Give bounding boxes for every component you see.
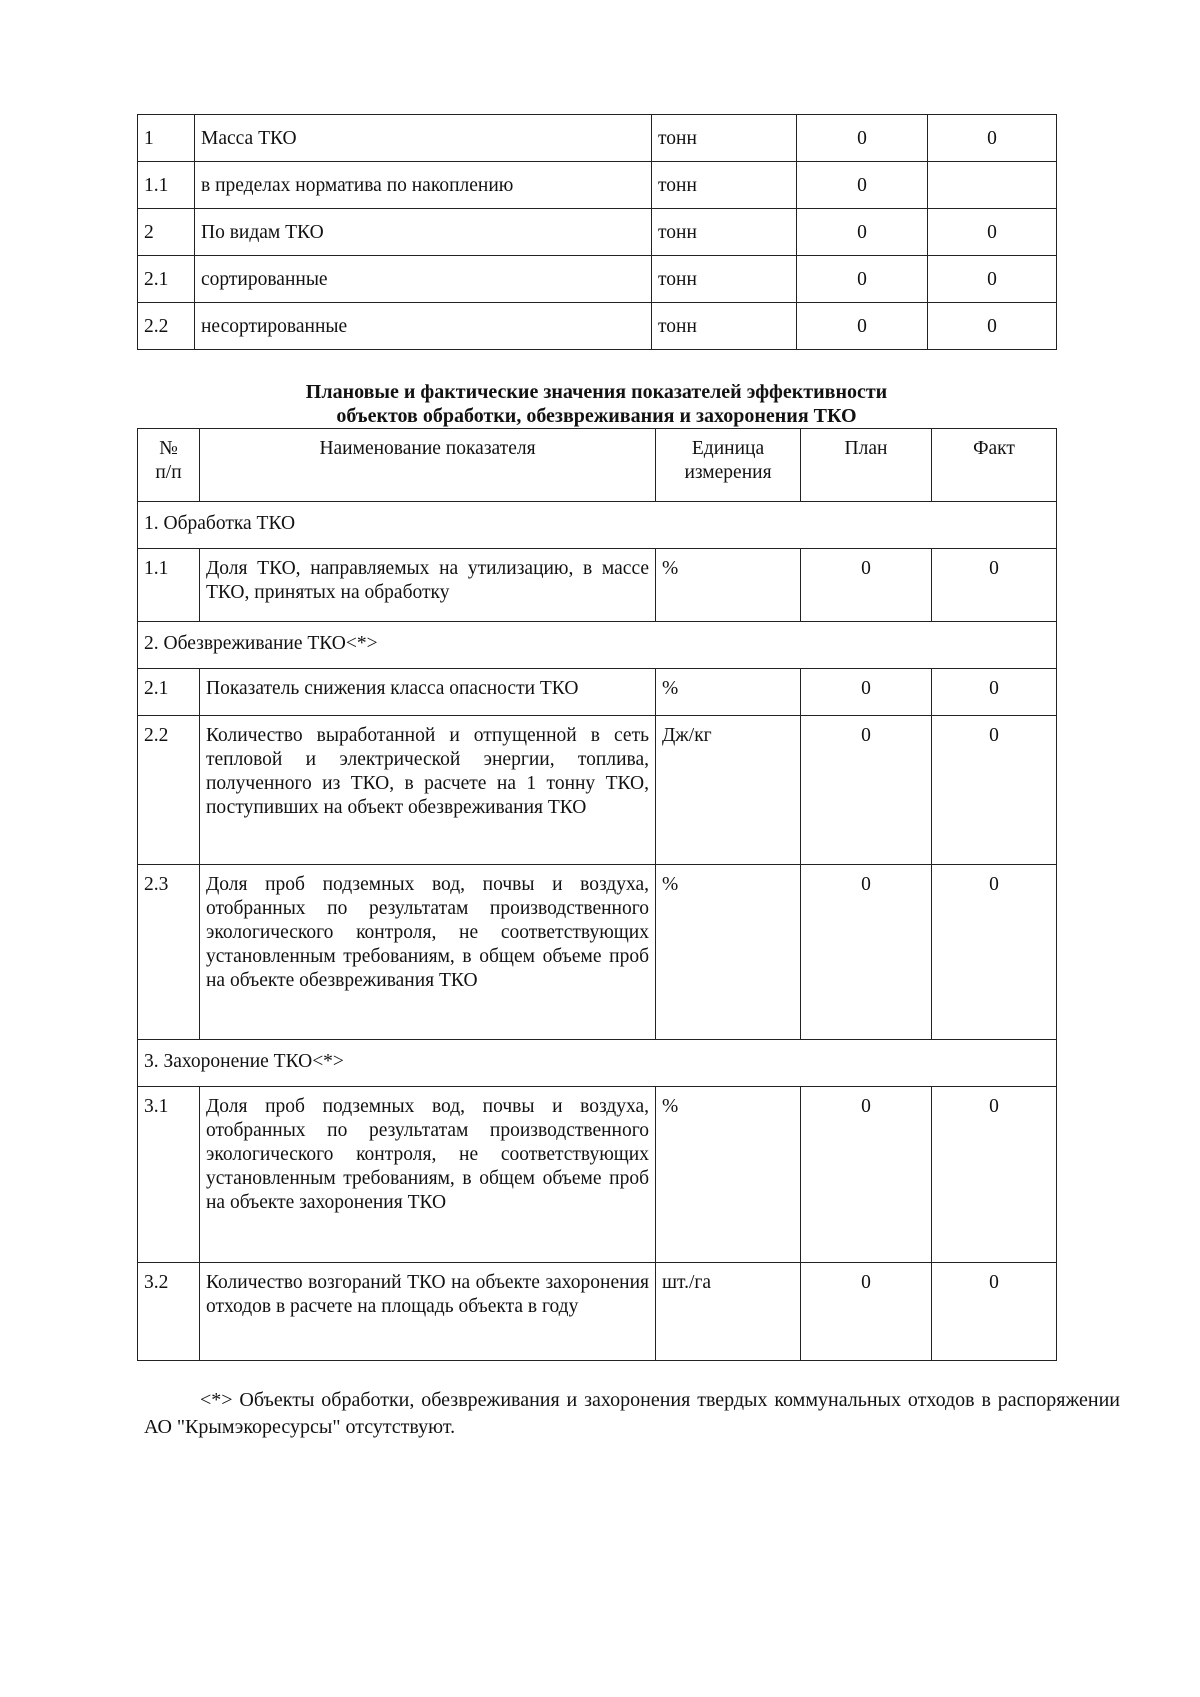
row-plan: 0 bbox=[797, 115, 928, 162]
row-plan: 0 bbox=[797, 256, 928, 303]
header-name: Наименование показателя bbox=[200, 429, 656, 502]
row-plan: 0 bbox=[801, 1087, 932, 1263]
row-plan: 0 bbox=[801, 669, 932, 716]
row-num: 2.1 bbox=[138, 669, 200, 716]
row-name: По видам ТКО bbox=[195, 209, 652, 256]
row-num: 3.1 bbox=[138, 1087, 200, 1263]
table-title-line-2: объектов обработки, обезвреживания и захоронения ТКО bbox=[336, 405, 857, 427]
row-num: 2.3 bbox=[138, 865, 200, 1040]
row-plan: 0 bbox=[801, 1263, 932, 1361]
section-row bbox=[138, 1040, 1057, 1087]
row-plan: 0 bbox=[801, 865, 932, 1040]
header-row bbox=[138, 429, 1057, 502]
row-fact: 0 bbox=[928, 303, 1057, 350]
row-plan: 0 bbox=[801, 549, 932, 622]
row-num: 3.2 bbox=[138, 1263, 200, 1361]
table-row bbox=[138, 549, 1057, 622]
row-num: 1 bbox=[138, 115, 195, 162]
row-unit: тонн bbox=[652, 303, 797, 350]
row-unit: Дж/кг bbox=[656, 716, 801, 865]
table-row bbox=[138, 865, 1057, 1040]
table-row bbox=[138, 115, 1057, 162]
section-row bbox=[138, 622, 1057, 669]
table-title bbox=[137, 380, 1056, 428]
row-name: Показатель снижения класса опасности ТКО bbox=[200, 669, 656, 716]
row-fact: 0 bbox=[928, 209, 1057, 256]
row-name: сортированные bbox=[195, 256, 652, 303]
row-unit: тонн bbox=[652, 162, 797, 209]
table-row bbox=[138, 256, 1057, 303]
row-fact bbox=[928, 162, 1057, 209]
header-fact: Факт bbox=[932, 429, 1057, 502]
volume-table bbox=[137, 114, 1057, 350]
row-name: Доля проб подземных вод, почвы и воздуха, отобранных по результатам производственного экологического контроля, не соответствующих установленным требованиям, в общем объеме проб на объекте обезвреживания ТКО bbox=[200, 865, 656, 1040]
row-plan: 0 bbox=[801, 716, 932, 865]
row-unit: тонн bbox=[652, 256, 797, 303]
row-plan: 0 bbox=[797, 209, 928, 256]
row-unit: % bbox=[656, 549, 801, 622]
header-num: № п/п bbox=[138, 429, 200, 502]
row-num: 1.1 bbox=[138, 549, 200, 622]
row-fact: 0 bbox=[928, 256, 1057, 303]
row-fact: 0 bbox=[932, 1087, 1057, 1263]
header-plan: План bbox=[801, 429, 932, 502]
row-num: 2.1 bbox=[138, 256, 195, 303]
section-title: 2. Обезвреживание ТКО<*> bbox=[138, 622, 1057, 669]
row-unit: % bbox=[656, 865, 801, 1040]
row-name: Доля ТКО, направляемых на утилизацию, в массе ТКО, принятых на обработку bbox=[200, 549, 656, 622]
section-title: 3. Захоронение ТКО<*> bbox=[138, 1040, 1057, 1087]
row-plan: 0 bbox=[797, 162, 928, 209]
row-plan: 0 bbox=[797, 303, 928, 350]
row-name: несортированные bbox=[195, 303, 652, 350]
row-fact: 0 bbox=[932, 865, 1057, 1040]
table-row bbox=[138, 716, 1057, 865]
row-unit: тонн bbox=[652, 209, 797, 256]
row-num: 1.1 bbox=[138, 162, 195, 209]
row-num: 2.2 bbox=[138, 716, 200, 865]
indicators-table bbox=[137, 428, 1057, 1361]
table-row bbox=[138, 209, 1057, 256]
row-name: в пределах норматива по накоплению bbox=[195, 162, 652, 209]
table-row bbox=[138, 1087, 1057, 1263]
row-fact: 0 bbox=[932, 549, 1057, 622]
row-fact: 0 bbox=[928, 115, 1057, 162]
row-name: Количество выработанной и отпущенной в сеть тепловой и электрической энергии, топлива, полученного из ТКО, в расчете на 1 тонну ТКО, поступивших на объект обезвреживания ТКО bbox=[200, 716, 656, 865]
row-unit: % bbox=[656, 1087, 801, 1263]
row-num: 2.2 bbox=[138, 303, 195, 350]
row-unit: % bbox=[656, 669, 801, 716]
table-title-line-1: Плановые и фактические значения показателей эффективности bbox=[305, 381, 888, 403]
section-title: 1. Обработка ТКО bbox=[138, 502, 1057, 549]
footnote: <*> Объекты обработки, обезвреживания и захоронения твердых коммунальных отходов в распоряжении АО "Крымэкоресурсы" отсутствуют. bbox=[144, 1389, 1120, 1438]
table-row bbox=[138, 303, 1057, 350]
table-row bbox=[138, 162, 1057, 209]
table-row bbox=[138, 669, 1057, 716]
row-name: Количество возгораний ТКО на объекте захоронения отходов в расчете на площадь объекта в году bbox=[200, 1263, 656, 1361]
row-fact: 0 bbox=[932, 1263, 1057, 1361]
row-name: Доля проб подземных вод, почвы и воздуха, отобранных по результатам производственного экологического контроля, не соответствующих установленным требованиям, в общем объеме проб на объекте захоронения ТКО bbox=[200, 1087, 656, 1263]
row-unit: тонн bbox=[652, 115, 797, 162]
row-fact: 0 bbox=[932, 716, 1057, 865]
row-name: Масса ТКО bbox=[195, 115, 652, 162]
header-unit: Единица измерения bbox=[656, 429, 801, 502]
row-unit: шт./га bbox=[656, 1263, 801, 1361]
section-row bbox=[138, 502, 1057, 549]
row-num: 2 bbox=[138, 209, 195, 256]
table-row bbox=[138, 1263, 1057, 1361]
row-fact: 0 bbox=[932, 669, 1057, 716]
